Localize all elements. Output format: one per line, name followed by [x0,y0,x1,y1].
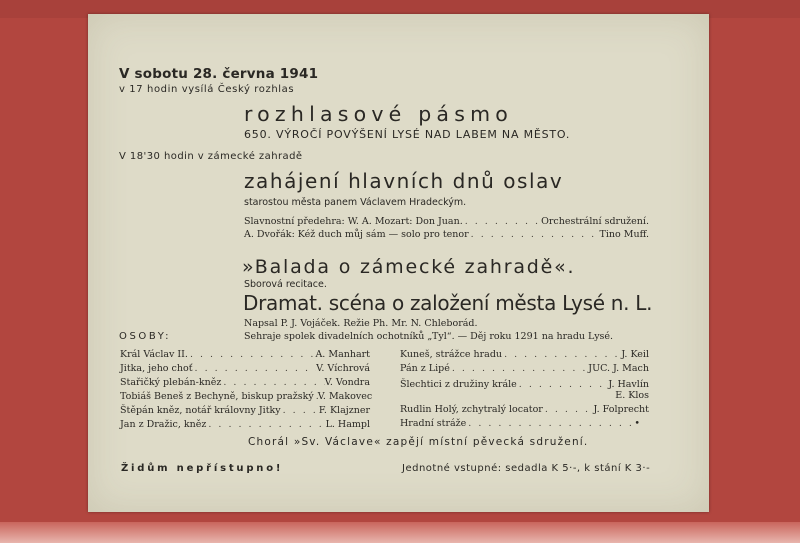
broadcast-line: v 17 hodin vysílá Český rozhlas [119,84,295,95]
cast-actor: A. Manhart [315,349,370,360]
cast-role: Štěpán kněz, notář královny Jitky [120,405,281,416]
drama-authors: Napsal P. J. Vojáček. Režie Ph. Mr. N. Chleborád. [244,318,478,329]
cast-row [120,406,370,416]
leader-dots [193,364,317,374]
program-performer: Orchestrální sdružení. [541,216,649,227]
program-row [244,217,649,227]
background-bottom [0,522,800,543]
program-performer: Tino Muff. [599,229,649,240]
choral-line: Chorál »Sv. Václave« zapějí místní pěvecká sdružení. [248,436,589,448]
date-heading: V sobotu 28. června 1941 [119,66,319,82]
cast-row [400,405,649,415]
leader-dots [281,406,319,416]
leader-dots [450,364,588,374]
balada-note: Sborová recitace. [244,279,327,290]
cast-row [400,350,649,360]
drama-performed: Sehraje spolek divadelních ochotníků „Tyl“. — Děj roku 1291 na hradu Lysé. [244,331,614,342]
prices-line: Jednotné vstupné: sedadla K 5·-, k stání K 3·- [402,463,651,474]
cast-actor: J. Folprecht [593,404,649,415]
cast-row [400,364,649,374]
leader-dots [517,380,609,390]
program-piece: Slavnostní předehra: W. A. Mozart: Don Juan. [244,216,463,227]
leader-dots [221,378,324,388]
cast-actor: E. Klos [615,390,649,401]
garden-by: starostou města panem Václavem Hradeckým. [244,197,467,208]
pasmo-subtitle: 650. VÝROČÍ POVÝŠENÍ LYSÉ NAD LABEM NA MĚSTO. [244,128,571,141]
cast-role: Kuneš, strážce hradu [400,349,503,360]
cast-row [120,420,370,430]
cast-actor: V. Makovec [317,391,373,402]
cast-role: Hradní stráže [400,418,467,429]
cast-role: Pán z Lipé [400,363,450,374]
garden-time: V 18'30 hodin v zámecké zahradě [119,151,303,162]
cast-role: Král Václav II. [120,349,188,360]
balada-title: »Balada o zámecké zahradě«. [242,256,576,278]
cast-row [120,378,370,388]
leader-dots [543,405,594,415]
cast-actor: • [634,418,640,429]
leader-dots [466,419,634,429]
leader-dots [502,350,621,360]
garden-title: zahájení hlavních dnů oslav [244,169,564,193]
cast-row [400,391,649,401]
leader-dots [206,420,325,430]
cast-role: Rudlin Holý, zchytralý locator [400,404,543,415]
cast-role: Stařičký plebán-kněz [120,377,222,388]
program-card [88,14,709,512]
cast-row [400,380,649,390]
program-row [244,230,649,240]
cast-row [120,391,373,402]
cast-actor: V. Vondra [324,377,370,388]
leader-dots [463,217,541,227]
cast-actor: V. Víchrová [316,363,370,374]
cast-role: Šlechtici z družiny krále [400,379,517,390]
cast-row [120,364,370,374]
cast-actor: F. Klajzner [318,405,370,416]
leader-dots [469,230,600,240]
cast-role: Jan z Dražic, kněz [120,419,207,430]
restriction-note: Židům nepřístupno! [121,463,284,474]
cast-role: Jitka, jeho choť [120,363,193,374]
cast-row [120,350,370,360]
cast-actor: J. Havlín [608,379,649,390]
cast-actor: J. Keil [621,349,649,360]
leader-dots [188,350,315,360]
cast-role: Tobiáš Beneš z Bechyně, biskup pražský [120,391,314,402]
cast-actor: L. Hampl [325,419,370,430]
cast-row [400,419,640,429]
drama-title: Dramat. scéna o založení města Lysé n. L. [243,291,653,315]
pasmo-title: rozhlasové pásmo [244,102,513,126]
program-piece: A. Dvořák: Kéž duch můj sám — solo pro tenor [244,229,469,240]
cast-actor: JUC. J. Mach [588,363,649,374]
cast-heading: OSOBY: [119,331,172,342]
